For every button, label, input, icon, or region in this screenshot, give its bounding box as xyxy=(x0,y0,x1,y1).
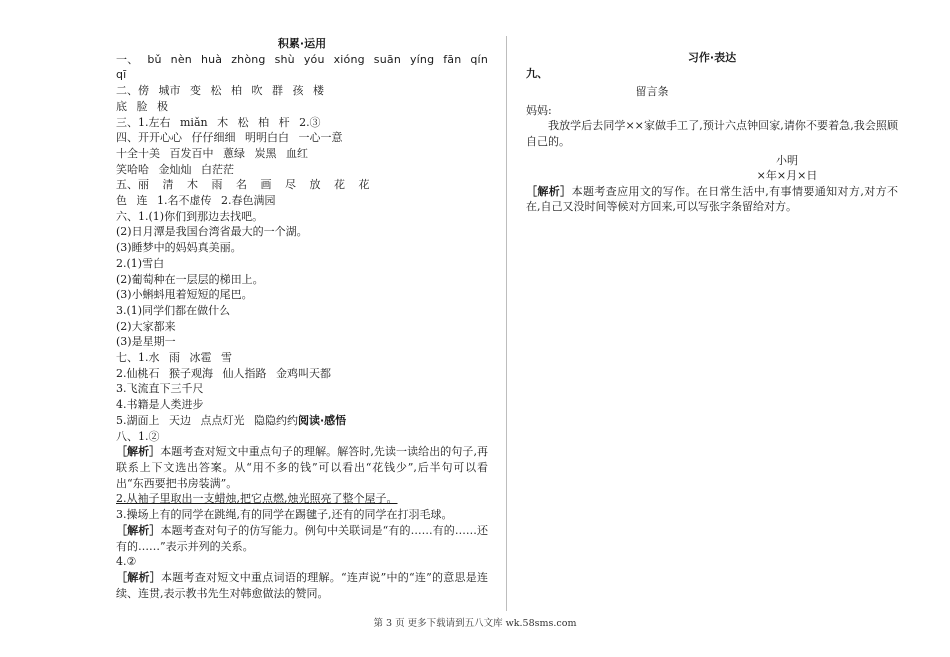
q8-line-1: 八、1.② xyxy=(116,429,160,443)
analysis-label: ［解析］ xyxy=(116,445,161,459)
section-title-reading: 阅读·感悟 xyxy=(297,413,347,427)
note-signature: 小明 xyxy=(776,153,798,167)
analysis-label: ［解析］ xyxy=(116,570,161,584)
q2-line-1: 二、傍 城市 变 松 柏 吹 群 孩 楼 xyxy=(116,84,324,98)
q8-line-3: 3.操场上有的同学在跳绳,有的同学在踢毽子,还有的同学在打羽毛球。 xyxy=(116,508,453,522)
analysis-text: 本题考查对句子的仿写能力。例句中关联词是“有的……有的……还有的……”表示并列的关系。 xyxy=(116,523,488,553)
q4-line-2: 十全十美 百发百中 蔥绿 炭黑 血红 xyxy=(116,146,308,160)
q9-analysis xyxy=(526,184,898,215)
pinyin-word: huà xyxy=(200,52,223,66)
q9-label: 九、 xyxy=(526,66,548,80)
analysis-label: ［解析］ xyxy=(116,523,161,537)
q8-analysis-1 xyxy=(116,444,488,491)
q7-line-3: 3.飞流直下三千尺 xyxy=(116,382,204,396)
pinyin-word: suān xyxy=(373,52,401,66)
q6-line-5: (2)葡萄种在一层层的梯田上。 xyxy=(116,272,264,286)
q8-analysis-3 xyxy=(116,523,488,554)
q7-line-5-text: 5.湖面上 天边 点点灯光 隐隐约约 xyxy=(116,413,298,427)
q6-line-9: (3)是星期一 xyxy=(116,335,176,349)
q6-line-2: (2)日月潭是我国台湾省最大的一个湖。 xyxy=(116,225,308,239)
analysis-text: 本题考查应用文的写作。在日常生活中,有事情要通知对方,对方不在,自己又没时间等候对方回来,可以写张字条留给对方。 xyxy=(526,184,898,214)
section-title-writing: 习作·表达 xyxy=(687,51,737,64)
q6-line-6: (3)小蝌蚪甩着短短的尾巴。 xyxy=(116,288,253,302)
column-divider xyxy=(506,36,507,611)
right-column xyxy=(526,50,898,215)
analysis-text: 本题考查对短文中重点词语的理解。“连声说”中的“连”的意思是连续、连贯,表示教书先生对韩愈做法的赞同。 xyxy=(116,570,488,600)
left-column xyxy=(116,36,488,601)
note-date: ×年×月×日 xyxy=(756,169,818,183)
q1-label: 一、 xyxy=(116,52,139,66)
q5-line-2: 色 连 1.名不虚传 2.春色满园 xyxy=(116,194,276,208)
q2-line-2: 底 脸 极 xyxy=(116,99,168,113)
analysis-text: 本题考查对短文中重点句子的理解。解答时,先读一读给出的句子,再联系上下文选出答案。从“用不多的钱”可以看出“花钱少”,后半句可以看出“东西要把书房装满”。 xyxy=(116,445,489,490)
q6-line-1: 六、1.(1)你们到那边去找吧。 xyxy=(116,209,264,223)
q6-line-8: (2)大家都来 xyxy=(116,319,176,333)
note-body: 我放学后去同学××家做手工了,预计六点钟回家,请你不要着急,我会照顾自己的。 xyxy=(526,119,898,148)
note-title: 留言条 xyxy=(635,85,669,99)
q8-analysis-4 xyxy=(116,570,488,601)
q5-line-1: 五、丽 清 木 雨 名 画 尽 放 花 花 xyxy=(116,178,370,192)
pinyin-word: zhòng xyxy=(231,52,266,66)
pinyin-word: qín xyxy=(470,52,488,66)
q8-line-2: 2.从袖子里取出一支蜡烛,把它点燃,烛光照亮了整个屋子。 xyxy=(116,492,398,506)
q6-line-3: (3)睡梦中的妈妈真美丽。 xyxy=(116,241,242,255)
pinyin-word: shù xyxy=(274,52,295,66)
q6-line-7: 3.(1)同学们都在做什么 xyxy=(116,303,231,317)
q7-line-5 xyxy=(116,413,488,429)
q7-line-4: 4.书籍是人类进步 xyxy=(116,398,204,412)
pinyin-word: bǔ xyxy=(147,52,162,66)
q7-line-1: 七、1.水 雨 冰雹 雪 xyxy=(116,351,232,365)
pinyin-word: xióng xyxy=(333,52,365,66)
section-title-accumulation: 积累·运用 xyxy=(277,37,327,50)
q3-line: 三、1.左右 miǎn 木 松 柏 杆 2.③ xyxy=(116,115,321,129)
q4-line-3: 笑哈哈 金灿灿 白茫茫 xyxy=(116,162,234,176)
q1-pinyin-row xyxy=(116,52,488,68)
pinyin-word: yóu xyxy=(303,52,325,66)
note-salutation: 妈妈: xyxy=(526,103,552,117)
q6-line-4: 2.(1)雪白 xyxy=(116,256,165,270)
pinyin-word: nèn xyxy=(170,52,192,66)
q7-line-2: 2.仙桃石 猴子观海 仙人指路 金鸡叫天都 xyxy=(116,366,331,380)
page-footer: 第 3 页 更多下载请到五八文库 wk.58sms.com xyxy=(373,618,577,629)
q1-pinyin-tail: qī xyxy=(116,68,127,82)
q4-line-1: 四、开开心心 仔仔细细 明明白白 一心一意 xyxy=(116,131,343,145)
pinyin-word: fān xyxy=(443,52,462,66)
q8-line-4: 4.② xyxy=(116,555,137,569)
pinyin-word: yíng xyxy=(409,52,435,66)
analysis-label: ［解析］ xyxy=(526,184,572,198)
